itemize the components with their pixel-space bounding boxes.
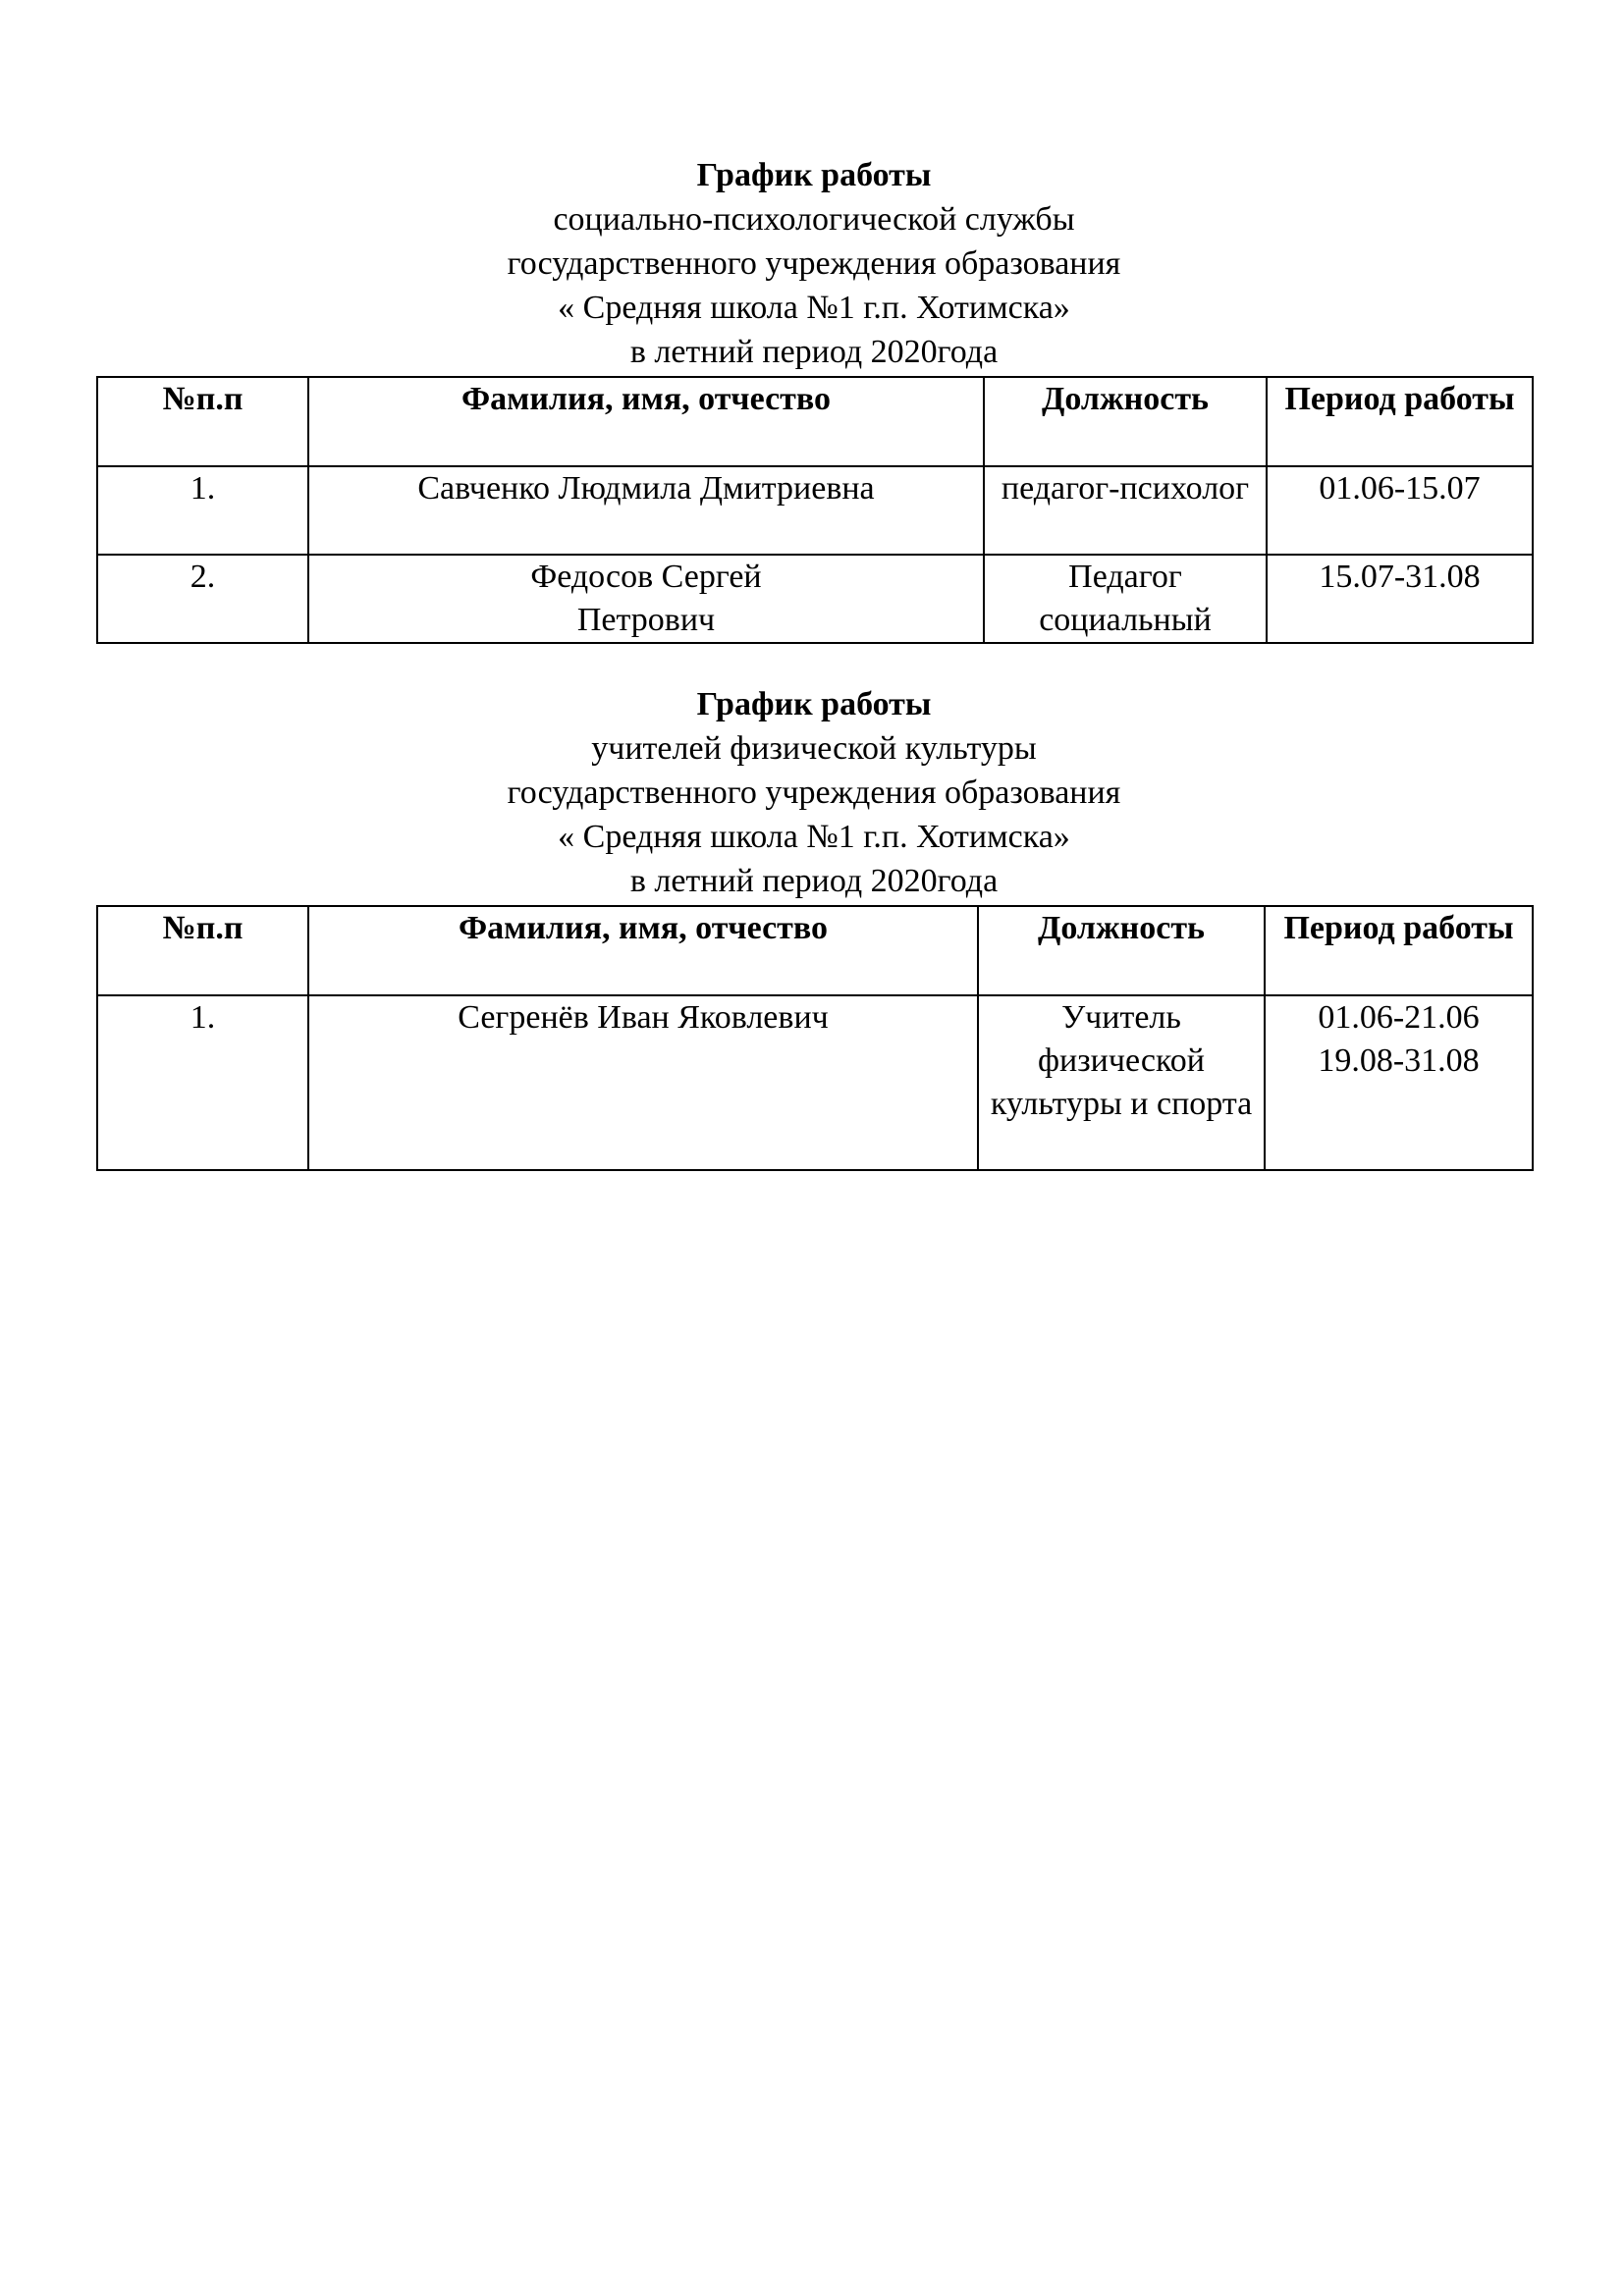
heading-line-institution: государственного учреждения образования	[507, 245, 1121, 282]
column-header-position: Должность	[978, 906, 1265, 995]
column-header-num: №п.п	[97, 906, 308, 995]
section-title: График работы	[696, 686, 932, 722]
table-header-row	[97, 377, 1533, 466]
heading-line-institution: государственного учреждения образования	[507, 774, 1121, 811]
cell-name: Савченко Людмила Дмитриевна	[308, 466, 984, 555]
cell-name: Федосов Сергей Петрович	[308, 555, 984, 643]
heading-line-service: учителей физической культуры	[591, 730, 1037, 767]
table-row	[97, 466, 1533, 555]
section-heading	[96, 153, 1532, 374]
cell-period: 15.07-31.08	[1267, 555, 1533, 643]
schedule-table	[96, 905, 1534, 1171]
schedule-table	[96, 376, 1534, 644]
column-header-position: Должность	[984, 377, 1267, 466]
cell-period: 01.06-15.07	[1267, 466, 1533, 555]
cell-num: 1.	[97, 995, 308, 1170]
schedule-section-social-psych	[96, 153, 1532, 644]
cell-name: Сегренёв Иван Яковлевич	[308, 995, 978, 1170]
column-header-period: Период работы	[1267, 377, 1533, 466]
heading-line-service: социально-психологической службы	[553, 201, 1075, 238]
heading-line-school: « Средняя школа №1 г.п. Хотимска»	[558, 290, 1070, 326]
cell-position: педагог-психолог	[984, 466, 1267, 555]
heading-line-period: в летний период 2020года	[629, 863, 999, 899]
heading-line-period: в летний период 2020года	[629, 334, 999, 370]
section-title: График работы	[696, 157, 932, 193]
column-header-name: Фамилия, имя, отчество	[308, 906, 978, 995]
cell-period: 01.06-21.06 19.08-31.08	[1265, 995, 1533, 1170]
cell-num: 2.	[97, 555, 308, 643]
table-row	[97, 555, 1533, 643]
column-header-name: Фамилия, имя, отчество	[308, 377, 984, 466]
cell-position: Учитель физической культуры и спорта	[978, 995, 1265, 1170]
cell-num: 1.	[97, 466, 308, 555]
cell-position: Педагог социальный	[984, 555, 1267, 643]
section-heading	[96, 682, 1532, 903]
heading-line-school: « Средняя школа №1 г.п. Хотимска»	[558, 819, 1070, 855]
schedule-section-phys-ed	[96, 682, 1532, 1171]
column-header-num: №п.п	[97, 377, 308, 466]
table-header-row	[97, 906, 1533, 995]
column-header-period: Период работы	[1265, 906, 1533, 995]
table-row	[97, 995, 1533, 1170]
